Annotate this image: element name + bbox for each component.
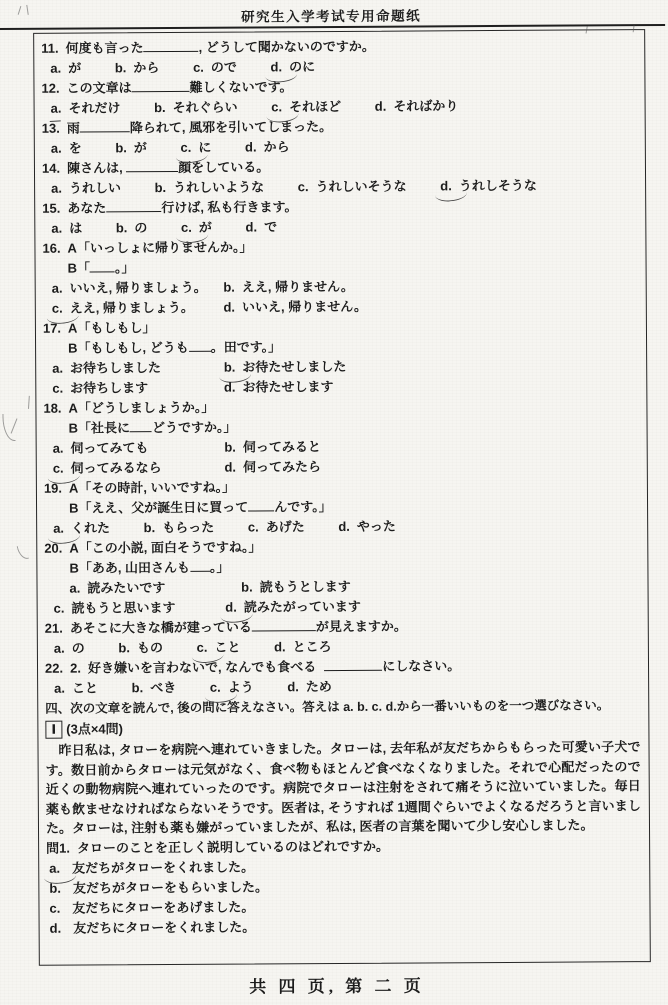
dialog-b-after: んです。」 [274, 499, 332, 515]
option-c [298, 179, 407, 195]
option-a [52, 278, 220, 299]
option-letter: b. [115, 140, 127, 156]
blank-line [189, 339, 211, 352]
question-number: 19. [43, 480, 63, 496]
option-b [115, 60, 160, 75]
option-a [51, 221, 82, 236]
question-17-options [43, 355, 638, 399]
blank-line [126, 159, 178, 172]
option-text: うれしいような [173, 179, 265, 195]
option-text: うれしそうな [458, 177, 537, 194]
option-letter: c. [181, 218, 192, 238]
option-text: うれしいそうな [315, 178, 407, 195]
blank-line [248, 498, 274, 511]
option-d [245, 219, 277, 234]
option-letter: b. [154, 180, 167, 196]
option-letter: b. [154, 100, 166, 116]
option-text: こと [214, 639, 241, 655]
option-letter: d. [223, 299, 236, 315]
option-c [210, 679, 254, 694]
option-text: ええ, 帰りましょう。 [69, 299, 194, 316]
option-letter: d. [224, 459, 237, 475]
option-a [53, 438, 221, 459]
option-letter: d. [223, 379, 236, 395]
content-frame [33, 29, 651, 966]
dialog-b-before: B「社長に [68, 420, 130, 436]
stem-text-after: 降られて, 風邪を引いてしまった。 [129, 119, 333, 136]
option-d [274, 639, 332, 654]
question-number: 20. [44, 540, 63, 556]
option-text: の [134, 220, 148, 236]
option-d [224, 379, 334, 395]
option-text: お待ちします [70, 380, 149, 396]
dialog-a-text: A「どうしましょうか。」 [68, 399, 215, 416]
option-d [245, 139, 290, 154]
option-b [118, 640, 163, 655]
option-letter: a. [49, 858, 60, 878]
part-label-box: Ⅰ [45, 721, 62, 739]
option-c [53, 458, 221, 479]
option-letter: a. [50, 140, 62, 156]
option-c [180, 140, 211, 155]
option-letter: a. [53, 640, 65, 656]
option-a [50, 61, 81, 76]
question-number: 16. [42, 240, 61, 256]
stem-text-before: 陳さんは, [67, 160, 127, 176]
option-letter: a. [50, 60, 62, 76]
dialog-b-after: どうですか。」 [151, 419, 237, 436]
stem-text-after: , どうして聞かないのですか。 [198, 38, 375, 55]
option-a [52, 358, 220, 379]
option-letter: b. [224, 358, 236, 378]
option-b [241, 579, 351, 595]
section-4-heading: 四、次の文章を読んで, 後の問に答えなさい。答えは a. b. c. d.から一番いいものを一つ選びなさい。 [45, 698, 610, 716]
stem-text-before: この文章は [66, 80, 132, 96]
option-letter: d. [245, 219, 258, 235]
option-text: それだけ [68, 100, 121, 116]
option-text: 友だちがタローをもらいました。 [72, 878, 268, 896]
option-c [52, 298, 220, 319]
option-letter: a. [52, 440, 64, 456]
option-letter: d. [440, 176, 452, 196]
blank-line [190, 559, 210, 572]
scan-artifact [17, 544, 29, 561]
part-points: (3点×4問) [66, 721, 124, 737]
dialog-b-before: B「ああ, 山田さんも [69, 559, 191, 576]
option-text: 読みたいです [87, 580, 166, 596]
option-letter: d. [244, 139, 257, 155]
dialog-b-before: B「 [67, 260, 91, 276]
option-text: 友だちがタローをくれました。 [72, 858, 255, 876]
dialog-b-after: 。」 [209, 559, 230, 575]
stem-text-after: 行けば, 私も行きます。 [161, 199, 298, 216]
stem-text-after: が見えますか。 [315, 618, 407, 635]
dialog-b-after: 。」 [114, 260, 135, 276]
option-letter: d. [49, 920, 62, 936]
question-number: 21. [44, 620, 63, 636]
option-c [197, 640, 241, 655]
dialog-a-text: A「この小説, 面白そうですね。」 [69, 539, 262, 556]
footer-page-info: 共 四 页, 第 二 页 [249, 976, 425, 997]
question-number: 15. [42, 200, 61, 216]
option-letter: d. [338, 518, 350, 534]
option-text: よう [227, 679, 254, 695]
option-b [223, 279, 354, 295]
stem-text-after: にしなさい。 [382, 658, 461, 674]
question-number: 12. [41, 80, 60, 96]
option-text: は [69, 220, 83, 236]
option-a [69, 578, 237, 599]
option-a [51, 141, 82, 156]
option-text: そればかり [393, 98, 459, 114]
question-number: 14. [41, 160, 61, 176]
option-b [224, 439, 321, 455]
question-16-options [43, 275, 638, 319]
option-letter: b. [115, 220, 128, 236]
option-text: のに [289, 59, 316, 75]
question-number: 13. [41, 120, 60, 136]
dialog-a-text: A「いっしょに帰りませんか。」 [67, 239, 253, 256]
option-letter: b. [224, 439, 236, 455]
option-b [155, 179, 265, 195]
option-text: 読みたがっています [243, 598, 361, 615]
question-number: 17. [42, 320, 62, 336]
option-a [54, 680, 98, 695]
dialog-b-before: B「ええ、父が誕生日に買って [68, 499, 249, 516]
option-text: が [133, 140, 147, 156]
option-d [375, 98, 459, 114]
stem-text-before: 何度も言った [65, 40, 144, 56]
option-text: くれた [70, 520, 111, 536]
option-text: 友だちにタローをくれました。 [73, 918, 256, 936]
option-text: いいえ, 帰りません。 [241, 298, 368, 315]
option-d [287, 679, 332, 694]
option-text: ため [305, 679, 332, 695]
toi1-label: 問1. [46, 840, 71, 856]
option-b [154, 100, 238, 116]
option-letter: a. [51, 280, 63, 296]
option-b [144, 520, 215, 535]
option-letter: b. [143, 520, 156, 536]
option-d [225, 599, 361, 615]
option-letter: a. [53, 519, 64, 539]
stem-text-after: 顔をしている。 [178, 159, 270, 175]
option-c [52, 378, 220, 399]
blank-line [80, 119, 130, 132]
option-letter: c. [53, 459, 64, 479]
stem-text-before: 雨 [66, 120, 80, 136]
option-text: ので [210, 59, 237, 75]
option-letter: c. [52, 299, 63, 319]
question-subnumber: 2. [70, 660, 81, 676]
option-letter: d. [225, 598, 237, 618]
option-text: から [263, 139, 290, 155]
option-d [270, 59, 315, 74]
option-text: べき [150, 679, 177, 696]
option-text: うれしい [68, 180, 121, 196]
option-c [54, 598, 222, 619]
option-c [248, 519, 305, 534]
option-b [116, 220, 148, 235]
option-c [271, 99, 341, 114]
scan-artifact [2, 414, 15, 441]
option-text: ええ, 帰りません。 [241, 278, 354, 295]
question-number: 22. [44, 660, 64, 676]
option-d [223, 299, 367, 315]
scan-artifact [28, 396, 30, 409]
question-number: 18. [43, 400, 62, 416]
toi1-option-d [47, 915, 642, 939]
option-text: お待ちしました [69, 360, 162, 376]
toi1-question-text: タローのことを正しく説明しているのはどれですか。 [76, 838, 390, 856]
option-text: 伺ってみたら [242, 459, 322, 475]
blank-line [132, 79, 190, 92]
option-c [193, 60, 237, 75]
option-text: 伺ってみるなら [70, 460, 162, 476]
option-letter: c. [271, 97, 282, 117]
scan-artifact [11, 418, 18, 433]
option-text: に [198, 139, 212, 155]
option-letter: c. [192, 59, 204, 75]
option-a [51, 180, 121, 195]
option-letter: c. [52, 380, 64, 396]
dialog-a-text: A「もしもし」 [67, 320, 156, 336]
option-text: いいえ, 帰りましょう。 [69, 279, 207, 296]
blank-line [324, 658, 382, 671]
option-text: 伺ってみると [242, 439, 321, 455]
stem-text-after: 難しくないです。 [189, 79, 293, 95]
option-text: それほど [289, 98, 342, 115]
option-letter: b. [131, 680, 144, 696]
option-text: あげた [265, 519, 305, 535]
option-text: から [133, 60, 160, 76]
option-b [224, 359, 347, 375]
option-letter: a. [52, 360, 64, 376]
option-d [224, 459, 321, 475]
option-letter: d. [270, 57, 282, 77]
blank-line [252, 618, 316, 631]
option-text: やった [356, 518, 396, 534]
question-18-options [44, 435, 639, 479]
option-letter: b. [49, 880, 61, 896]
option-text: お待たせしました [242, 358, 347, 375]
option-text: 友だちにタローをあげました。 [72, 898, 255, 916]
option-c [181, 220, 212, 235]
option-text: もの [136, 640, 164, 656]
comprehension-question-1 [46, 835, 642, 939]
option-letter: a. [51, 220, 63, 236]
option-text: が [68, 60, 82, 76]
blank-line [144, 39, 199, 52]
option-d [338, 519, 396, 534]
option-text: を [68, 140, 82, 156]
option-letter: b. [114, 60, 127, 76]
option-text: ところ [292, 639, 332, 655]
blank-line [106, 199, 161, 212]
option-text: 読もうと思います [71, 599, 176, 616]
option-letter: c. [49, 900, 61, 916]
page-title: 研究生入学考试专用命题纸 [241, 8, 422, 25]
option-letter: c. [180, 138, 191, 158]
option-text: 伺ってみても [70, 440, 149, 456]
option-letter: d. [274, 639, 286, 655]
option-a [53, 520, 110, 535]
stem-text-before: あそこに大きな橋が建っている [69, 619, 252, 636]
option-letter: c. [197, 638, 208, 658]
option-text: お待たせします [242, 379, 334, 395]
dialog-b-after: 。田です。」 [210, 339, 282, 355]
option-b [132, 680, 177, 695]
option-letter: b. [118, 640, 130, 656]
option-b [115, 140, 147, 155]
reading-passage: 昨日私は, タローを病院へ連れていきました。タローは, 去年私が友だちからもらった可愛い子犬です。数日前からタローは元気がなく、食べ物もほとんど食べなくなりました。それで心配だったので近くの動物病院へ連れていったのです。病院でタローは注射をされて痛そうに泣いていました。毎日薬も飲ませなければならないそうです。医者は, そうすれば 1週間ぐらいでよくなるだろうと言いました。タローは, 注射も薬も嫌がっていましたが、私は, 医者の言葉を聞いて少し安心しました。 [45, 739, 641, 836]
option-text: こと [71, 680, 99, 696]
option-a [51, 100, 121, 115]
option-text: が [198, 219, 212, 235]
option-a [54, 641, 85, 656]
dialog-b-before: B「もしもし, どうも [68, 339, 189, 356]
option-letter: b. [241, 579, 253, 595]
option-text: 読もうとします [259, 578, 351, 595]
option-d [440, 178, 537, 194]
option-letter: a. [69, 580, 81, 596]
option-letter: c. [297, 179, 309, 195]
option-letter: a. [51, 180, 62, 196]
stem-text-before: 好き嫌いを言わないで, なんでも食べる [87, 659, 317, 676]
option-letter: a. [54, 680, 66, 696]
option-text: もらった [162, 519, 215, 536]
stem-text-before: あなた [67, 200, 107, 216]
option-letter: b. [223, 279, 235, 295]
blank-line [90, 259, 115, 272]
question-number: 11. [41, 40, 59, 56]
option-letter: c. [210, 678, 221, 698]
blank-line [130, 419, 152, 432]
question-20-options [44, 575, 639, 619]
option-letter: a. [51, 99, 62, 119]
option-text: それぐらい [172, 99, 238, 115]
option-letter: d. [374, 98, 387, 114]
option-letter: d. [287, 679, 299, 695]
option-letter: c. [247, 519, 259, 535]
dialog-a-text: A「その時計, いいですね。」 [68, 479, 236, 496]
option-text: で [264, 219, 278, 235]
option-text: の [71, 640, 85, 656]
option-letter: c. [53, 600, 65, 616]
